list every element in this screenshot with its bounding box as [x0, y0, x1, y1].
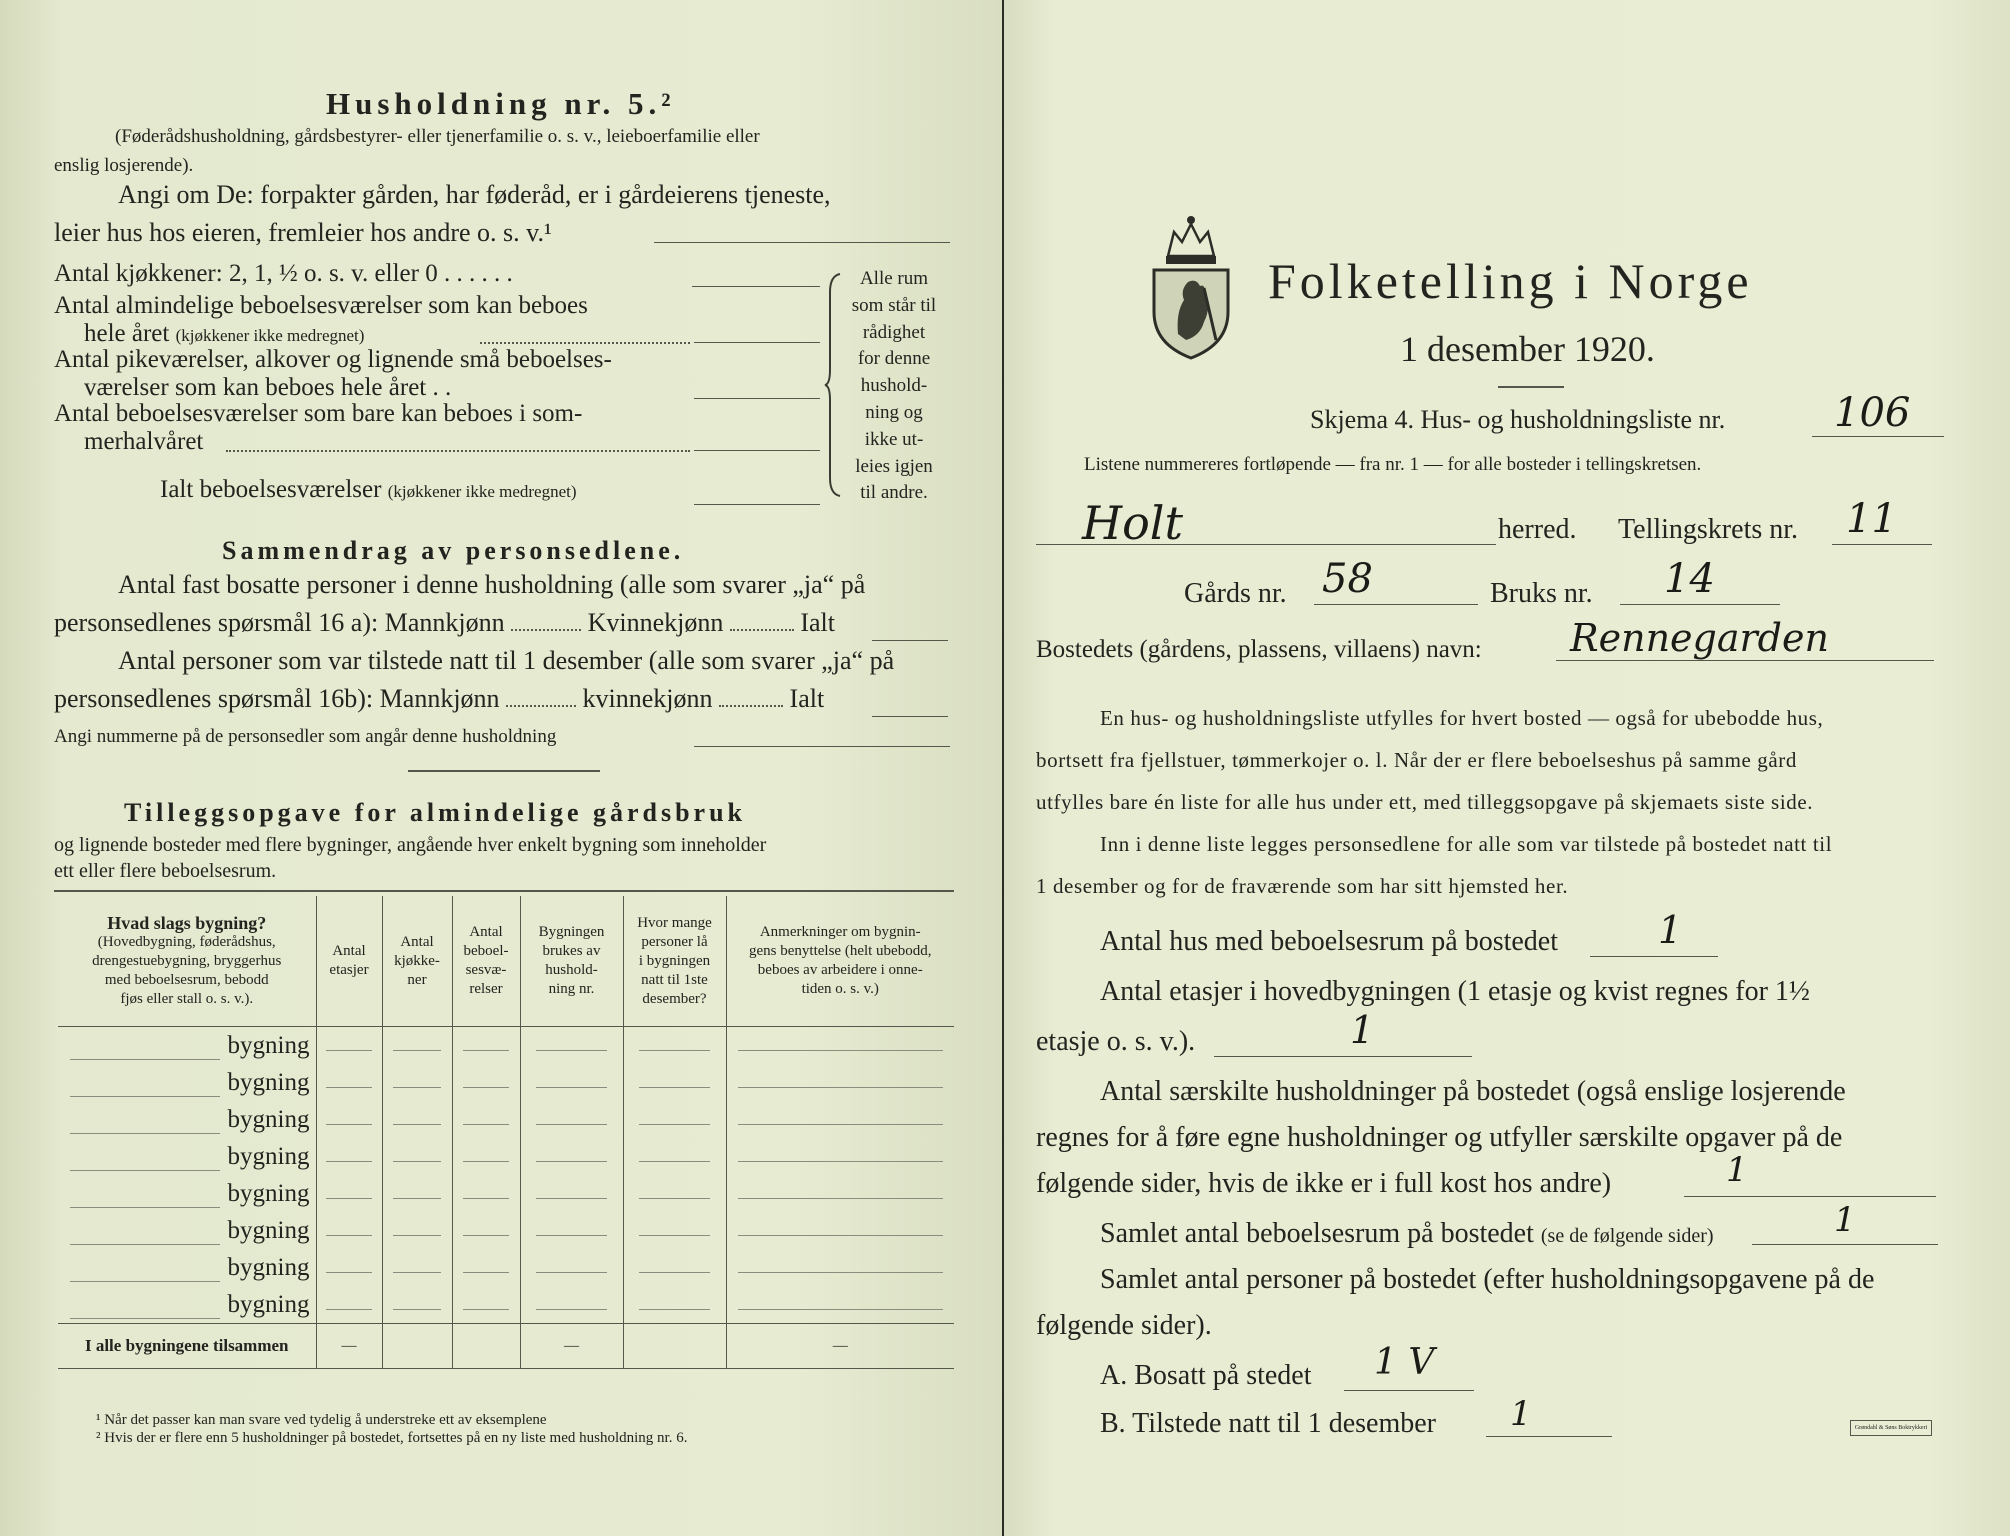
herred-label: herred. [1498, 514, 1577, 545]
tellingskrets-value: 11 [1846, 496, 1897, 542]
bosatt-label: A. Bosatt på stedet [1100, 1360, 1312, 1391]
alm-label-1: Antal almindelige beboelsesværelser som kan beboes [54, 292, 588, 319]
table-row [58, 1064, 954, 1101]
table-total-row: I alle bygningene tilsammen — — — [58, 1324, 954, 1369]
sammendrag-title: Sammendrag av personsedlene. [222, 536, 685, 565]
alm-note: (kjøkkener ikke medregnet) [175, 326, 365, 345]
form-date: 1 desember 1920. [1400, 329, 1655, 369]
footnote-1: ¹ Når det passer kan man svare ved tydelig å understreke ett av eksemplene [96, 1412, 547, 1428]
etasjer-line-2: etasje o. s. v.). [1036, 1026, 1196, 1057]
samlet-pers-line-1: Samlet antal personer på bostedet (efter husholdningsopgavene på de [1100, 1264, 1875, 1295]
row-label: bygning [227, 1031, 310, 1059]
etasjer-line-1: Antal etasjer i hovedbygningen (1 etasje og kvist regnes for 1½ [1100, 976, 1810, 1007]
sarskilte-line-1: Antal særskilte husholdninger på bostedet (også enslige losjerende [1100, 1076, 1846, 1107]
row-label: bygning [227, 1068, 310, 1096]
table-row [58, 1138, 954, 1175]
listene-note: Listene nummereres fortløpende — fra nr. 1 — for alle bosteder i tellingskretsen. [1084, 454, 1702, 475]
col-header-personer: Hvor mange personer lå i bygningen natt til 1ste desember? [623, 896, 726, 1027]
sarskilte-line-3: følgende sider, hvis de ikke er i full kost hos andre) [1036, 1168, 1612, 1199]
bosted-label: Bostedets (gårdens, plassens, villaens) navn: [1036, 636, 1482, 663]
tilst-line-1: Antal personer som var tilstede natt til 1 desember (alle som svarer „ja“ på [118, 646, 895, 675]
hus-value: 1 [1658, 908, 1683, 952]
tilst-ialt: Ialt [789, 684, 825, 713]
bruks-label: Bruks nr. [1490, 578, 1593, 609]
ialt-note: (kjøkkener ikke medregnet) [387, 482, 577, 501]
samlet-rum-note: (se de følgende sider) [1540, 1225, 1714, 1247]
herred-value: Holt [1082, 496, 1184, 550]
instr-line-5: 1 desember og for de fraværende som har sitt hjemsted her. [1036, 874, 1569, 898]
hus-label: Antal hus med beboelsesrum på bostedet [1100, 926, 1559, 957]
bruks-value: 14 [1664, 556, 1715, 602]
tilst-line-2: personsedlenes spørsmål 16b): Mannkjønn [54, 684, 500, 713]
form-title: Folketelling i Norge [1268, 253, 1753, 309]
bosatt-value: 1 V [1374, 1342, 1435, 1383]
tellingskrets-label: Tellingskrets nr. [1618, 514, 1799, 545]
tillegg-line-1: og lignende bosteder med flere bygninger, angående hver enkelt bygning som inneholder [54, 834, 767, 856]
angi-line-1: Angi om De: forpakter gården, har føderåd, er i gårdeierens tjeneste, [118, 180, 831, 209]
table-row [58, 1212, 954, 1249]
fast-line-2: personsedlenes spørsmål 16 a): Mannkjønn [54, 608, 505, 637]
pike-label-2: værelser som kan beboes hele året . . [84, 374, 452, 401]
footnote-2: ² Hvis der er flere enn 5 husholdninger på bostedet, fortsettes på en ny liste med husholdning nr. 6. [96, 1430, 688, 1446]
gards-label: Gårds nr. [1184, 578, 1287, 609]
sommer-label-1: Antal beboelsesværelser som bare kan beboes i som- [54, 400, 583, 427]
table-row [58, 1286, 954, 1324]
skjema-number: 106 [1834, 390, 1911, 436]
instr-line-1: En hus- og husholdningsliste utfylles for hvert bosted — også for ubebodde hus, [1100, 706, 1824, 730]
row-label: bygning [227, 1105, 310, 1133]
household-subtitle-1: (Føderådshusholdning, gårdsbestyrer- eller tjenerfamilie o. s. v., leieboerfamilie eller [115, 126, 760, 147]
table-row [58, 1101, 954, 1138]
tilst-kvinne: kvinnekjønn [582, 684, 713, 713]
table-header-row [58, 896, 954, 1027]
col-header-husholdning: Bygningen brukes av hushold- ning nr. [520, 896, 623, 1027]
ialt-label: Ialt beboelsesværelser [160, 476, 382, 503]
etasjer-value: 1 [1350, 1008, 1375, 1052]
gards-value: 58 [1322, 556, 1373, 602]
bosted-value: Rennegarden [1570, 616, 1829, 660]
left-page [0, 0, 1002, 1536]
tilstede-value: 1 [1510, 1394, 1532, 1434]
building-table [58, 896, 954, 1369]
fast-ialt: Ialt [800, 608, 836, 637]
row-label: bygning [227, 1290, 310, 1318]
alm-label-2: hele året [84, 320, 170, 347]
row-label: bygning [227, 1179, 310, 1207]
samlet-pers-line-2: følgende sider). [1036, 1310, 1212, 1341]
instr-line-3: utfylles bare én liste for alle hus under ett, med tilleggsopgave på skjemaets siste side. [1036, 790, 1814, 814]
kjokkener-label: Antal kjøkkener: 2, 1, ½ o. s. v. eller 0 . . . . . . [54, 260, 513, 287]
col-header-beboelsesvaerelser: Antal beboel- sesvæ- relser [452, 896, 520, 1027]
instr-line-2: bortsett fra fjellstuer, tømmerkojer o. l. Når der er flere beboelseshus på samme gård [1036, 748, 1797, 772]
samlet-rum-label: Samlet antal beboelsesrum på bostedet [1100, 1218, 1534, 1249]
col-header-anmerkninger: Anmerkninger om bygnin- gens benyttelse (helt ubebodd, beboes av arbeidere i onne- tiden o. s. v.) [726, 896, 954, 1027]
sarskilte-line-2: regnes for å føre egne husholdninger og utfyller særskilte opgaver på de [1036, 1122, 1843, 1153]
angi-nummer: Angi nummerne på de personsedler som angår denne husholdning [54, 726, 557, 747]
household-subtitle-2: enslig losjerende). [54, 155, 194, 176]
side-note: Alle rum som står til rådighet for denne hushold- ning og ikke ut- leies igjen til andre. [851, 268, 937, 504]
col-header-kjokkener: Antal kjøkke- ner [382, 896, 452, 1027]
printer-stamp: Grøndahl & Søns Boktrykkeri [1850, 1420, 1932, 1436]
row-label: bygning [227, 1142, 310, 1170]
fast-kvinne: Kvinnekjønn [587, 608, 724, 637]
fast-line-1: Antal fast bosatte personer i denne husholdning (alle som svarer „ja“ på [118, 570, 866, 599]
table-row [58, 1027, 954, 1065]
table-row [58, 1249, 954, 1286]
coat-of-arms-icon [1146, 212, 1236, 362]
sommer-label-2: merhalvåret [84, 428, 204, 455]
samlet-rum-value: 1 [1834, 1200, 1856, 1240]
col-header-type: Hvad slags bygning? (Hovedbygning, føderådshus, drengestuebygning, bryggerhus med beboelsesrum, bebodd fjøs eller stall o. s. v.). [58, 896, 316, 1027]
pike-label-1: Antal pikeværelser, alkover og lignende små beboelses- [54, 346, 612, 373]
sarskilte-value: 1 [1726, 1150, 1748, 1190]
total-label: I alle bygningene tilsammen [58, 1324, 316, 1369]
skjema-label: Skjema 4. Hus- og husholdningsliste nr. [1310, 405, 1726, 434]
tilstede-label: B. Tilstede natt til 1 desember [1100, 1408, 1436, 1439]
tillegg-title: Tilleggsopgave for almindelige gårdsbruk [124, 798, 747, 827]
right-page [1004, 0, 2010, 1536]
table-row [58, 1175, 954, 1212]
col-header-etasjer: Antal etasjer [316, 896, 382, 1027]
row-label: bygning [227, 1253, 310, 1281]
household-title: Husholdning nr. 5.² [326, 86, 676, 121]
instr-line-4: Inn i denne liste legges personsedlene for alle som var tilstede på bostedet natt til [1100, 832, 1833, 856]
row-label: bygning [227, 1216, 310, 1244]
angi-line-2: leier hus hos eieren, fremleier hos andre o. s. v.¹ [54, 218, 552, 247]
brace-icon [824, 272, 844, 498]
tillegg-line-2: ett eller flere beboelsesrum. [54, 860, 277, 882]
